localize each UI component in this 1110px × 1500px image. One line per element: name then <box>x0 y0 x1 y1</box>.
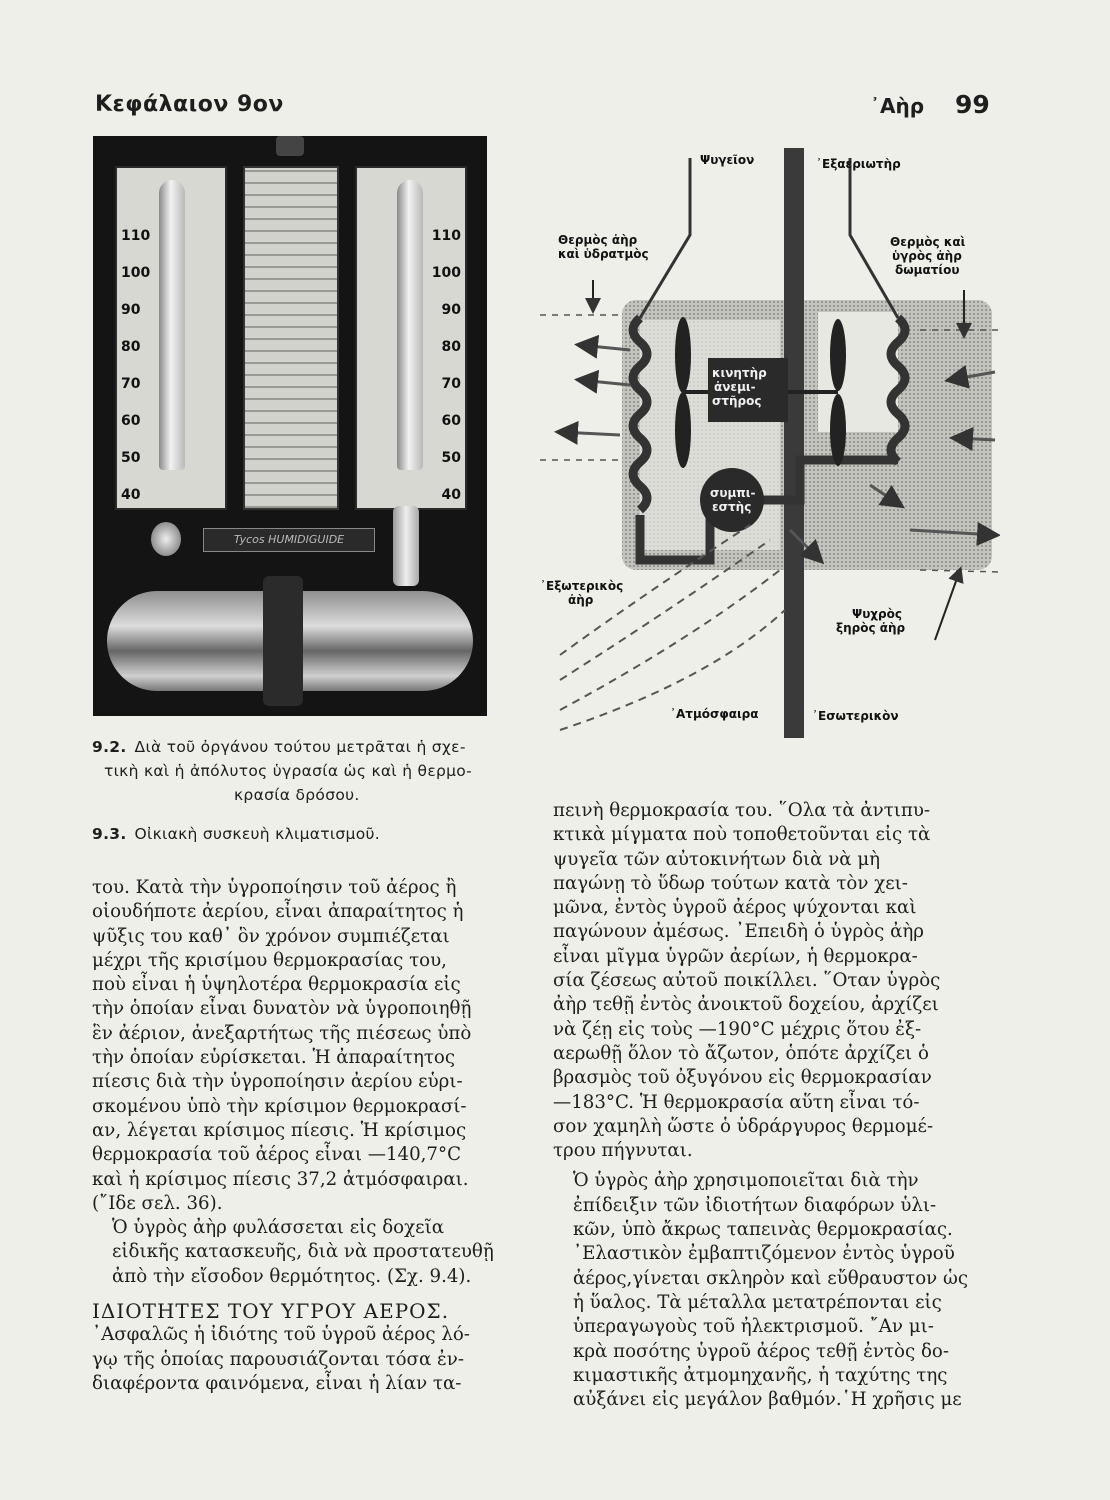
text-line: αὐξάνει εἰς μεγάλον βαθμόν.῾Η χρῆσις με <box>573 1389 962 1411</box>
label-motor-3: στῆρος <box>712 394 762 408</box>
paragraph <box>92 1216 524 1289</box>
label-compressor-2: εστὴς <box>712 500 752 514</box>
text-line: αν, λέγεται κρίσιμος πίεσις. Ἡ κρίσιμος <box>92 1119 467 1141</box>
label-exhaust: ᾽Εξαεριωτὴρ <box>816 157 901 171</box>
label-motor-2: ἀνεμι- <box>714 380 756 394</box>
label-fridge: Ψυγεῖον <box>700 153 755 167</box>
text-line: (῎Ιδε σελ. 36). <box>92 1192 223 1214</box>
text-line: εἰδικῆς κατασκευῆς, διὰ νὰ προστατευθῇ <box>112 1241 494 1263</box>
text-line: οἱουδήποτε ἀερίου, εἶναι ἀπαραίτητος ἡ <box>92 901 464 923</box>
scale-tick-label: 70 <box>121 376 141 392</box>
text-line: τρου πήγνυται. <box>553 1140 693 1162</box>
paragraph <box>92 876 524 1216</box>
label-interior: ᾽Εσωτερικὸν <box>812 709 899 723</box>
text-line: πίεσις διὰ τὴν ὑγροποίησιν ἀερίου εὑρι- <box>92 1071 463 1093</box>
hygrometer-photo <box>93 136 487 716</box>
scale-tick-label: 110 <box>121 228 151 244</box>
text-line: κρὰ ποσότης ὑγροῦ ἀέρος τεθῇ ἐντὸς δο- <box>573 1340 949 1362</box>
text-line: ᾽Ελαστικὸν ἐμβαπτιζόμενον ἐντὸς ὑγροῦ <box>573 1243 955 1265</box>
caption-fig-9-2 <box>92 735 532 807</box>
text-line: βρασμὸς τοῦ ὀξυγόνου εἰς θερμοκρασίαν <box>553 1067 932 1089</box>
label-motor-1: κινητὴρ <box>712 366 767 380</box>
text-line: κῶν, ὑπὸ ἄκρως ταπεινὰς θερμοκρασίας. <box>573 1219 953 1241</box>
text-line: νὰ ζέῃ εἰς τοὺς —190°C μέχρις ὅτου ἐξ- <box>553 1018 922 1040</box>
paragraph <box>553 1169 987 1412</box>
text-line: ἀὴρ τεθῇ ἐντὸς ἀνοικτοῦ δοχείου, ἀρχίζει <box>553 994 939 1016</box>
text-line: γῳ τῆς ὁποίας παρουσιάζονται τόσα ἐν- <box>92 1348 464 1370</box>
paragraph <box>553 799 987 1163</box>
label-outside-air-1: ᾽Εξωτερικὸς <box>540 579 624 593</box>
scale-tick-label: 70 <box>441 376 461 392</box>
label-room-air-2: ὑγρὸς ἀὴρ <box>892 249 962 263</box>
right-thermometer-scale <box>355 166 467 510</box>
text-line: σία ζέσεως αὐτοῦ ποικίλλει. ῞Οταν ὑγρὸς <box>553 970 941 992</box>
left-thermometer-scale <box>115 166 227 510</box>
text-line: σον χαμηλὴ ὥστε ὁ ὑδράργυρος θερμομέ- <box>553 1115 934 1137</box>
scale-tick-label: 60 <box>441 413 461 429</box>
scale-tick-label: 40 <box>441 487 461 503</box>
text-line: παγώνουν ἀμέσως. ᾽Επειδὴ ὁ ὑγρὸς ἀὴρ <box>553 921 924 943</box>
text-line: διαφέροντα φαινόμενα, εἶναι ἡ λίαν τα- <box>92 1372 462 1394</box>
paragraph <box>92 1323 524 1396</box>
text-line: σκομένου ὑπὸ τὴν κρίσιμον θερμοκρασί- <box>92 1095 467 1117</box>
text-line: θερμοκρασία τοῦ ἀέρος εἶναι —140,7°C <box>92 1144 462 1166</box>
label-compressor-1: συμπι- <box>710 486 756 500</box>
text-line: ἀέρος,γίνεται σκληρὸν καὶ εὔθραυστον ὡς <box>573 1267 969 1289</box>
text-line: μῶνα, ἐντὸς ὑγροῦ ἀέρος ψύχονται καὶ <box>553 897 917 919</box>
scale-tick-label: 90 <box>121 302 141 318</box>
text-line: πεινὴ θερμοκρασία του. ῞Ολα τὰ ἀντιπυ- <box>553 800 931 821</box>
text-line: αερωθῇ ὅλον τὸ ἄζωτον, ὁπότε ἀρχίζει ὁ <box>553 1042 929 1064</box>
label-warm-humid-1: Θερμὸς ἀὴρ <box>558 233 638 247</box>
label-cold-dry-2: ξηρὸς ἀὴρ <box>836 621 906 635</box>
text-line: ἀπὸ τὴν εἴσοδον θερμότητος. (Σχ. 9.4). <box>112 1265 472 1287</box>
caption-text: Οἰκιακὴ συσκευὴ κλιματισμοῦ. <box>134 825 380 843</box>
evaporator-fan-blade <box>830 319 846 391</box>
text-line: —183°C. Ἡ θερμοκρασία αὕτη εἶναι τό- <box>553 1091 920 1113</box>
scale-tick-label: 100 <box>431 265 461 281</box>
right-text-column <box>553 799 987 1412</box>
label-atmosphere: ᾽Ατμόσφαιρα <box>670 707 759 721</box>
label-warm-humid-2: καὶ ὑδρατμὸς <box>558 247 649 261</box>
caption-line: Διὰ τοῦ ὀργάνου τούτου μετρᾶται ἡ σχε- <box>134 738 466 756</box>
text-line: κιμαστικῆς ἀτμομηχανῆς, ἡ ταχύτης της <box>573 1364 948 1386</box>
text-line: παγώνῃ τὸ ὕδωρ τούτων κατὰ τὸν χει- <box>553 872 908 894</box>
brand-label: Tycos HUMIDIGUIDE <box>203 528 375 552</box>
page-number: 99 <box>955 90 990 119</box>
text-line: Ὁ ὑγρὸς ἀὴρ χρησιμοποιεῖται διὰ τὴν <box>573 1170 919 1192</box>
caption-line: κρασία δρόσου. <box>234 786 360 804</box>
text-line: Ὁ ὑγρὸς ἀὴρ φυλάσσεται εἰς δοχεῖα <box>112 1217 444 1239</box>
text-line: ὑπεραγωγοὺς τοῦ ἠλεκτρισμοῦ. ῎Αν μι- <box>573 1316 934 1338</box>
text-line: ἐπίδειξιν τῶν ἰδιοτήτων διαφόρων ὑλι- <box>573 1194 937 1216</box>
text-line: ψῦξις του καθ᾽ ὃν χρόνον συμπιέζεται <box>92 925 450 947</box>
condenser-fan-blade <box>675 317 691 393</box>
scale-tick-label: 90 <box>441 302 461 318</box>
scale-tick-label: 80 <box>441 339 461 355</box>
wall <box>784 148 804 738</box>
humidity-chart-strip <box>243 166 339 510</box>
caption-number: 9.2. <box>92 738 127 756</box>
text-line: καὶ ἡ κρίσιμος πίεσις 37,2 ἀτμόσφαιραι. <box>92 1168 469 1190</box>
scale-tick-label: 80 <box>121 339 141 355</box>
chapter-header: Κεφάλαιον 9ον <box>95 92 284 117</box>
scale-tick-label: 60 <box>121 413 141 429</box>
text-line: εἶναι μῖγμα ὑγρῶν ἀερίων, ἡ θερμοκρα- <box>553 945 918 967</box>
text-line: κτικὰ μίγματα ποὺ τοποθετοῦνται εἰς τὰ <box>553 824 931 846</box>
text-line: τὴν ὁποίαν εὑρίσκεται. Ἡ ἀπαραίτητος <box>92 1047 456 1069</box>
text-line: ποὺ εἶναι ἡ ὑψηλοτέρα θερμοκρασία εἰς <box>92 974 461 996</box>
topic-header: ᾽Αὴρ <box>870 94 925 118</box>
scale-tick-label: 100 <box>121 265 151 281</box>
text-line: τὴν ὁποίαν εἶναι δυνατὸν νὰ ὑγροποιηθῇ <box>92 998 472 1020</box>
scale-tick-label: 50 <box>121 450 141 466</box>
text-line: ᾽Ασφαλῶς ἡ ἰδιότης τοῦ ὑγροῦ ἀέρος λό- <box>92 1324 470 1346</box>
left-text-column <box>92 876 524 1396</box>
label-room-air-3: δωματίου <box>895 263 960 277</box>
label-outside-air-2: ἀὴρ <box>568 593 594 607</box>
scale-tick-label: 50 <box>441 450 461 466</box>
text-line: ἡ ὕαλος. Τὰ μέταλλα μετατρέπονται εἰς <box>573 1291 942 1313</box>
scale-tick-label: 110 <box>431 228 461 244</box>
scale-tick-label: 40 <box>121 487 141 503</box>
caption-line: τικὴ καὶ ἡ ἀπόλυτος ὑγρασία ὡς καὶ ἡ θερμο- <box>104 762 472 780</box>
caption-fig-9-3 <box>92 822 532 846</box>
air-conditioner-diagram <box>540 140 1000 750</box>
text-line: ψυγεῖα τῶν αὐτοκινήτων διὰ νὰ μὴ <box>553 848 881 870</box>
section-title: ΙΔΙΟΤΗΤΕΣ ΤΟΥ ΥΓΡΟΥ ΑΕΡΟΣ. <box>92 1299 450 1324</box>
label-cold-dry-1: Ψυχρὸς <box>852 607 902 621</box>
label-room-air-1: Θερμὸς καὶ <box>890 235 966 249</box>
text-line: μέχρι τῆς κρισίμου θερμοκρασίας του, <box>92 949 447 971</box>
caption-number: 9.3. <box>92 825 127 843</box>
text-line: του. Κατὰ τὴν ὑγροποίησιν τοῦ ἀέρος ἢ <box>92 877 457 898</box>
text-line: ἓν ἀέριον, ἀνεξαρτήτως τῆς πιέσεως ὑπὸ <box>92 1022 472 1044</box>
